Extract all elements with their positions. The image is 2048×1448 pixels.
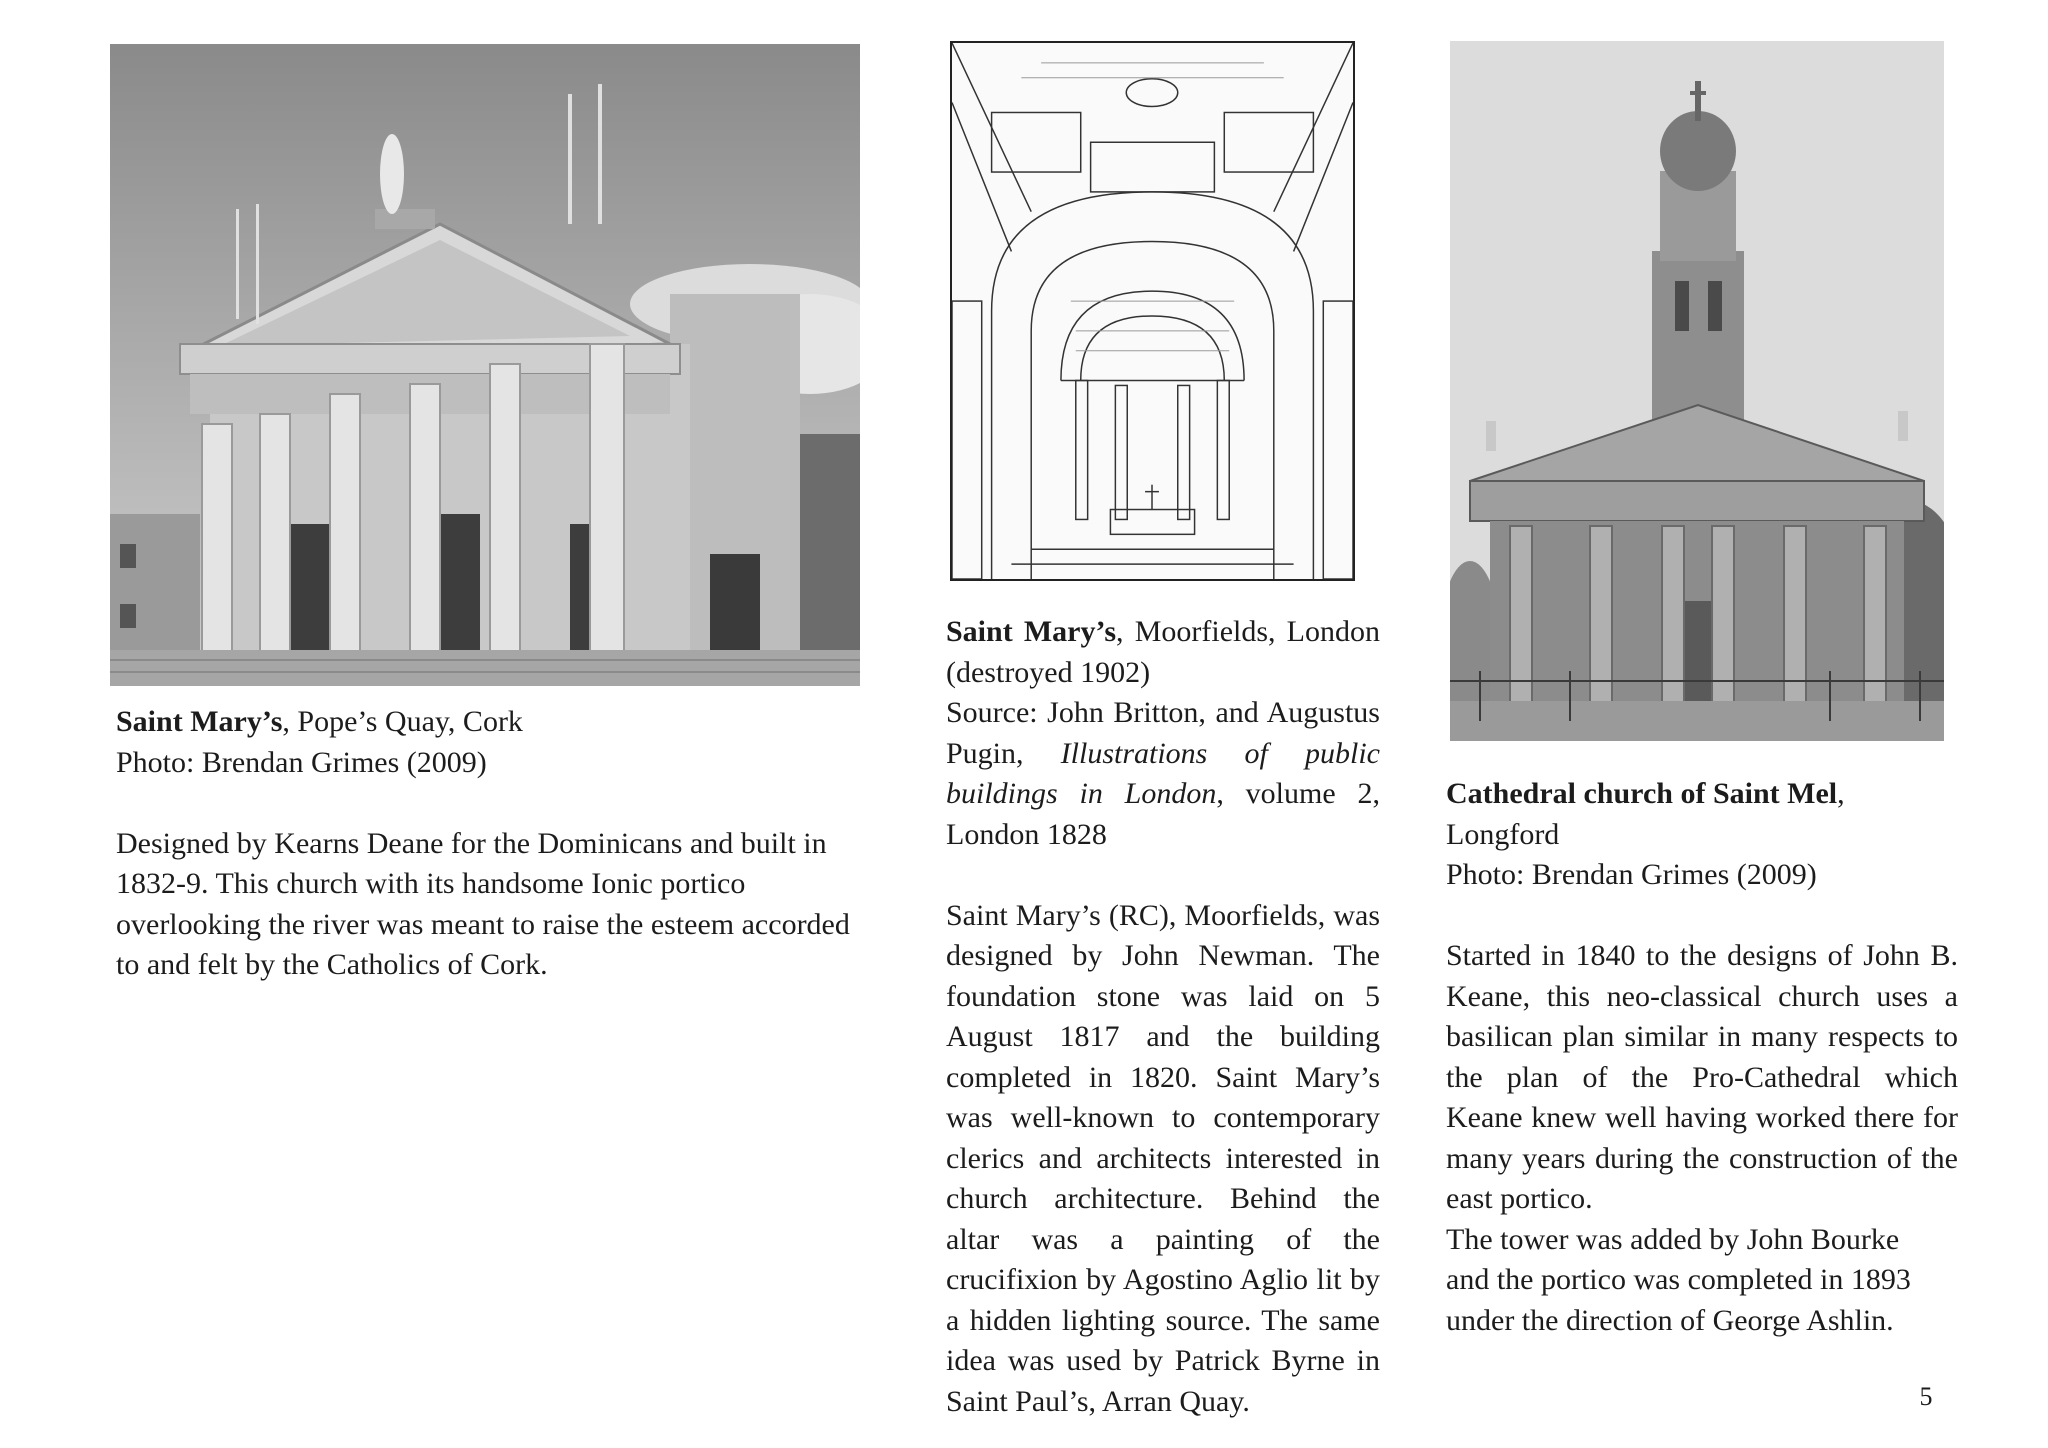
source-suffix: , volume 2, London 1828	[946, 777, 1380, 851]
source-prefix: Source: John Britton, and Augustus Pugin,	[946, 696, 1380, 770]
photo-credit: Photo: Brendan Grimes (2009)	[116, 745, 487, 779]
caption-title: Cathedral church of Saint Mel	[1446, 777, 1838, 810]
caption-location: , Moorfields, London (destroyed 1902)	[946, 615, 1380, 689]
photo-credit: Photo: Brendan Grimes (2009)	[1446, 858, 1817, 891]
photo-saint-marys-cork	[110, 44, 860, 686]
body-text-cork: Designed by Kearns Deane for the Dominicans and built in 1832-9. This church with its handsome Ionic portico overlooking the river was meant to raise the esteem accorded to and felt by the Catholics of Cork.	[116, 826, 850, 981]
caption-title: Saint Mary’s	[946, 615, 1117, 648]
source-title: Illustrations of public buildings in London	[946, 736, 1380, 810]
body-text-longford-2: The tower was added by John Bourke and the portico was completed in 1893 under the direction of George Ashlin.	[1446, 1222, 1911, 1337]
caption-cork	[116, 702, 876, 986]
photo-saint-mel-longford	[1450, 41, 1944, 741]
caption-location: , Pope’s Quay, Cork	[282, 705, 523, 738]
page-number: 5	[1919, 1382, 1933, 1411]
engraving-saint-marys-moorfields	[950, 41, 1355, 581]
body-text-moorfields: Saint Mary’s (RC), Moorfields, was designed by John Newman. The foundation stone was laid on 5 August 1817 and the building completed in 1820. Saint Mary’s was well-known to contemporary clerics and architects interested in church architecture. Behind the altar was a painting of the crucifixion by Agostino Aglio lit by a hidden lighting source. The same idea was used by Patrick Byrne in Saint Paul’s, Arran Quay.	[946, 898, 1380, 1418]
caption-location: , Longford	[1446, 777, 1845, 851]
caption-title: Saint Mary’s	[116, 705, 283, 738]
caption-moorfields	[946, 612, 1380, 1422]
caption-longford	[1446, 774, 1958, 1341]
body-text-longford-1: Started in 1840 to the designs of John B. Keane, this neo-classical church uses a basilican plan similar in many respects to the plan of the Pro-Cathedral which Keane knew well having worked there for many years during the construction of the east portico.	[1446, 939, 1958, 1215]
